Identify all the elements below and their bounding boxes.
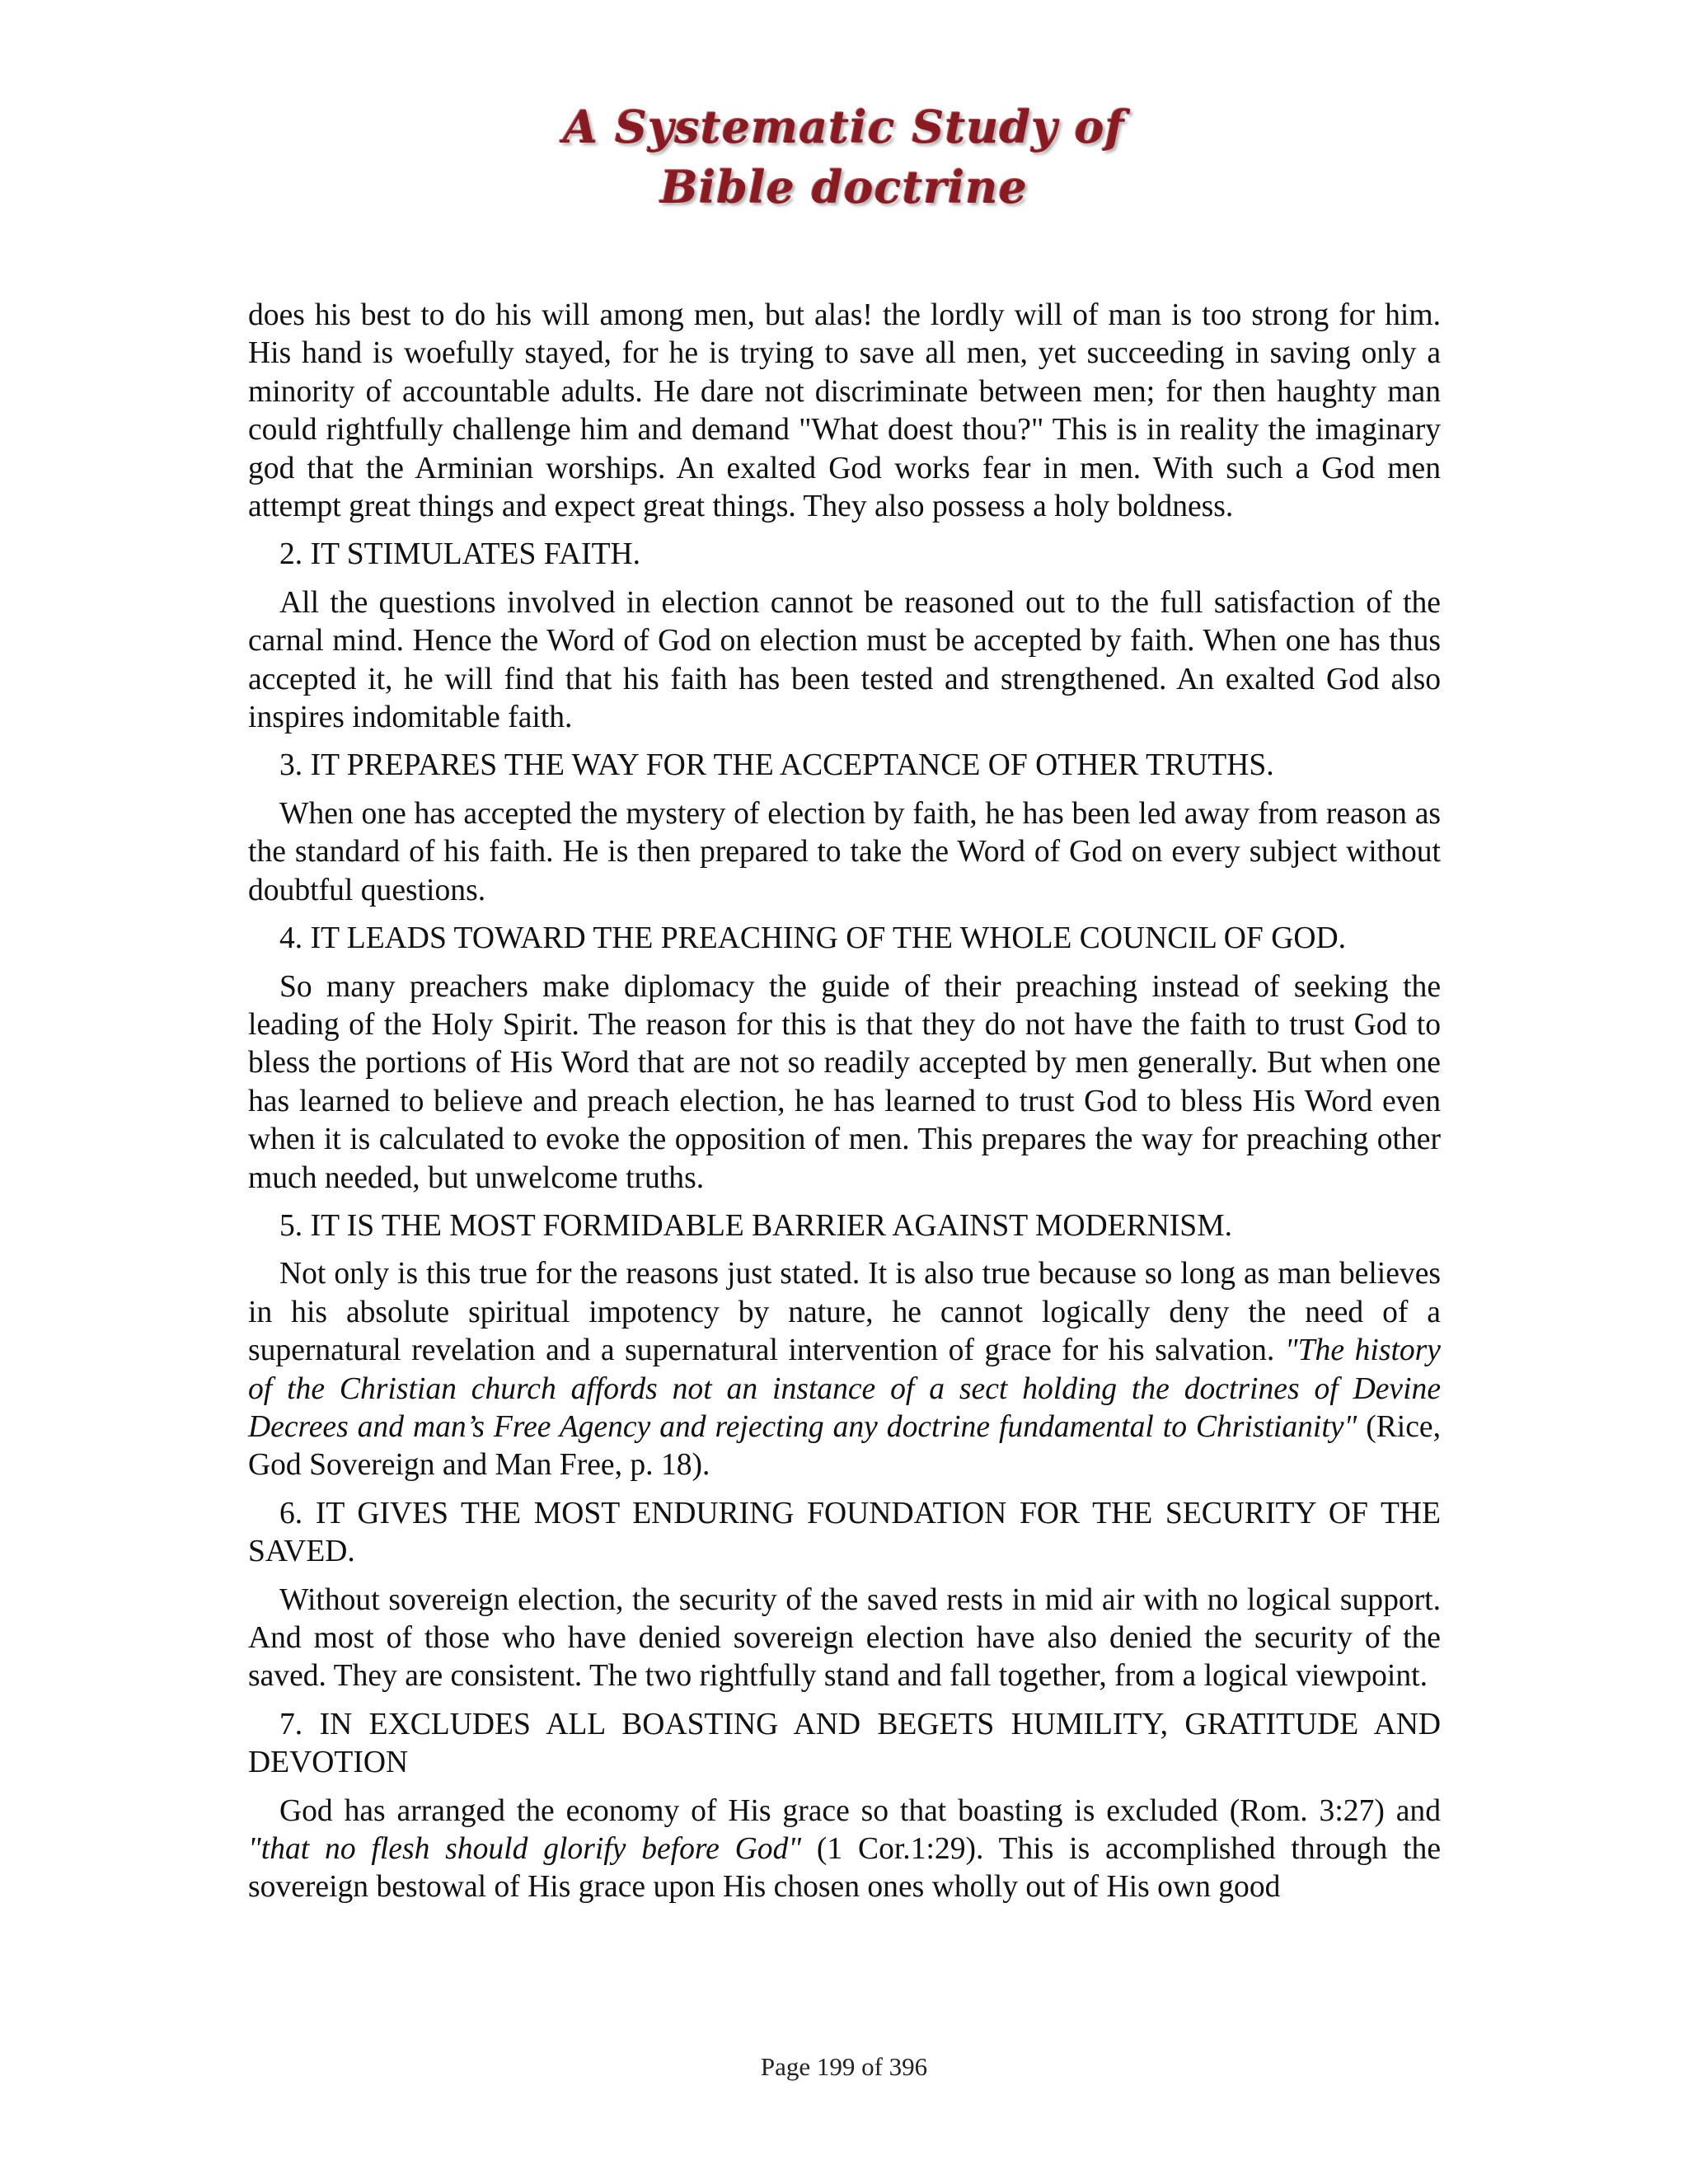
book-title-logo (0, 97, 1688, 218)
paragraph: does his best to do his will among men, but alas! the lordly will of man is too strong for him. His hand is woefully stayed, for he is trying to save all men, yet succeeding in saving only a minority of accountable adults. He dare not discriminate between men; for then haughty man could rightfully challenge him and demand "What doest thou?" This is in reality the imaginary god that the Arminian worships. An exalted God works fear in men. With such a God men attempt great things and expect great things. They also possess a holy boldness. (248, 298, 1441, 524)
paragraph: When one has accepted the mystery of election by faith, he has been led away from reason as the standard of his faith. He is then prepared to take the Word of God on every subject without doubtful questions. (248, 796, 1441, 907)
paragraph-text: God has arranged the economy of His grace so that boasting is excluded (Rom. 3:27) and (279, 1793, 1441, 1828)
logo-line-1: A Systematic Study of (563, 101, 1125, 153)
paragraph: So many preachers make diplomacy the guide of their preaching instead of seeking the leading of the Holy Spirit. The reason for this is that they do not have the faith to trust God to bless the portions of His Word that are not so readily accepted by men generally. But when one has learned to believe and preach election, he has learned to trust God to bless His Word even when it is calculated to evoke the opposition of men. This prepares the way for preaching other much needed, but unwelcome truths. (248, 969, 1441, 1195)
page-header (0, 97, 1688, 218)
citation: (1 Cor.1:29). This is accomplished through the sovereign bestowal of His grace upon His chosen ones wholly out of His own good (248, 1832, 1442, 1905)
paragraph: Without sovereign election, the security of the saved rests in mid air with no logical support. And most of those who have denied sovereign election have also denied the security of the saved. They are consistent. The two rightfully stand and fall together, from a logical viewpoint. (248, 1582, 1441, 1694)
section-heading: 3. IT PREPARES THE WAY FOR THE ACCEPTANCE OF OTHER TRUTHS. (279, 748, 1274, 783)
section-heading: 6. IT GIVES THE MOST ENDURING FOUNDATION FOR THE SECURITY OF THE SAVED. (248, 1496, 1441, 1569)
section-heading: 4. IT LEADS TOWARD THE PREACHING OF THE WHOLE COUNCIL OF GOD. (279, 921, 1347, 956)
paragraph (248, 1255, 1441, 1484)
paragraph-text: Not only is this true for the reasons just stated. It is also true because so long as man believes in his absolute spiritual impotency by nature, he cannot logically deny the need of a supernatural revelation and a supernatural intervention of grace for his salvation. (248, 1257, 1441, 1368)
quotation: "that no flesh should glorify before God" (248, 1832, 802, 1867)
paragraph (248, 1793, 1441, 1907)
page-body (248, 297, 1441, 1917)
logo-line-2: Bible doctrine (660, 160, 1028, 213)
section-heading: 2. IT STIMULATES FAITH. (279, 537, 641, 572)
section-heading: 5. IT IS THE MOST FORMIDABLE BARRIER AGAINST MODERNISM. (279, 1208, 1233, 1243)
section-heading: 7. IN EXCLUDES ALL BOASTING AND BEGETS HUMILITY, GRATITUDE AND DEVOTION (248, 1707, 1441, 1780)
citation: (Rice, God Sovereign and Man Free, p. 18). (248, 1409, 1441, 1483)
paragraph: All the questions involved in election cannot be reasoned out to the full satisfaction of the carnal mind. Hence the Word of God on election must be accepted by faith. When one has thus accepted it, he will find that his faith has been tested and strengthened. An exalted God also inspires indomitable faith. (248, 585, 1441, 735)
quotation: "The history of the Christian church affords not an instance of a sect holding the doctrines of Devine Decrees and man’s Free Agency and rejecting any doctrine fundamental to Christianity" (248, 1333, 1441, 1444)
page-number: Page 199 of 396 (760, 2052, 928, 2081)
